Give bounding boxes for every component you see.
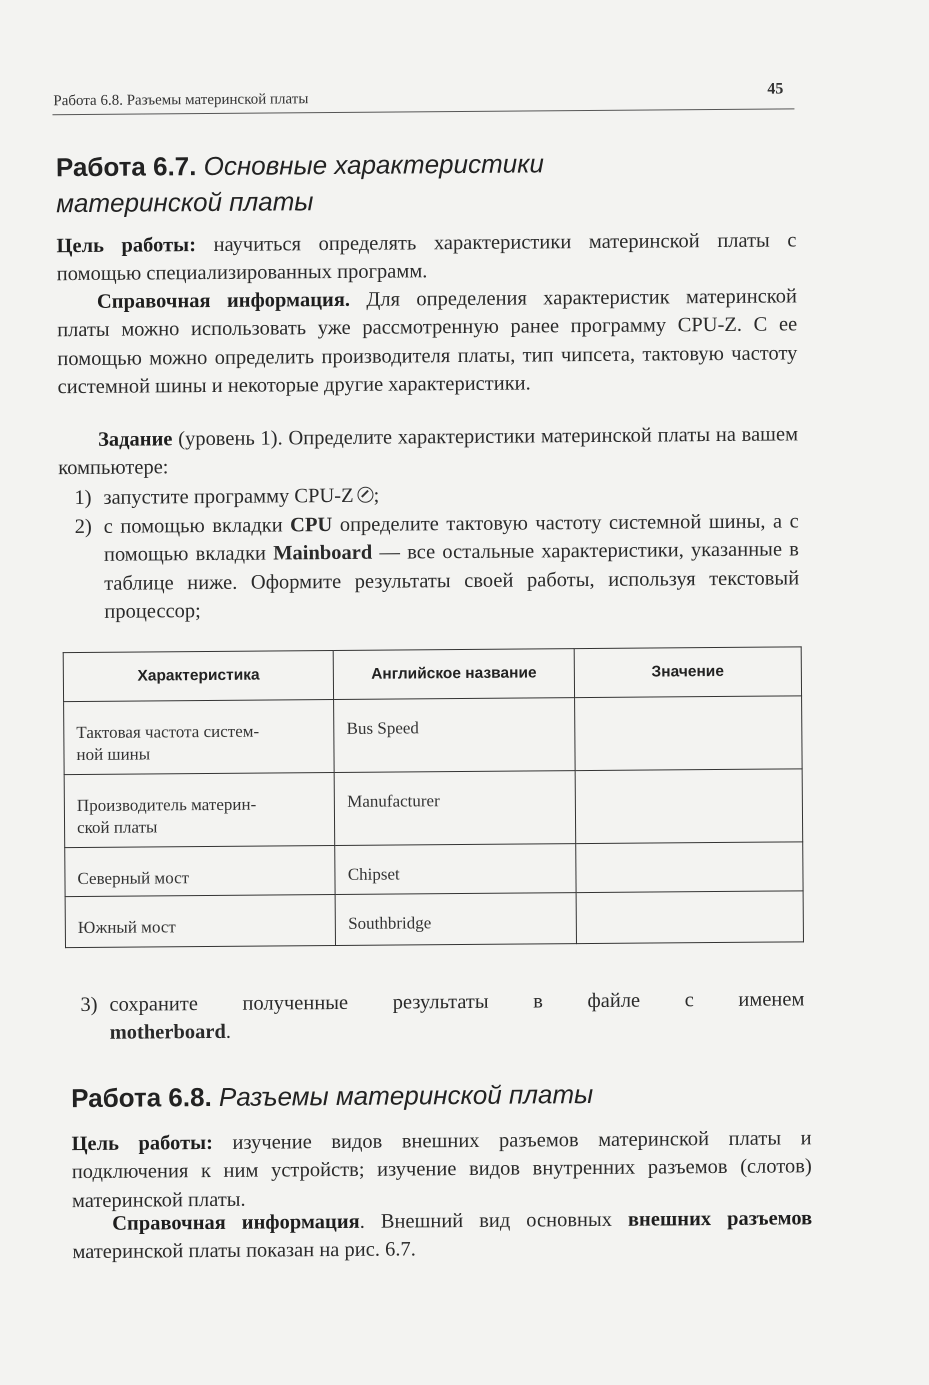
section-68-heading bbox=[71, 1074, 811, 1116]
row-3-ru: Северный мост bbox=[77, 868, 190, 889]
electronic-resource-icon bbox=[358, 487, 374, 503]
row-2-ru: Производитель материн- ской платы bbox=[76, 794, 257, 838]
table-cell-en bbox=[334, 771, 575, 846]
row-1-ru: Тактовая частота систем- ной шины bbox=[76, 721, 260, 765]
header-rule bbox=[52, 108, 794, 115]
info-text: Для определения характеристик материнской платы можно использовать уже рассмотренную ранее программу CPU-Z. С ее помощью можно определить производителя платы, тип чипсета, тактовую частоту системной шины и некоторые другие характеристики. bbox=[57, 285, 798, 399]
list-item-2-text-e: — все остальные характеристики, указанные в таблице ниже. Оформите результаты своей работы, используя текстовый процессор; bbox=[104, 538, 800, 623]
row-4-ru: Южный мост bbox=[77, 917, 176, 938]
table-row bbox=[64, 769, 803, 848]
page-number: 45 bbox=[767, 80, 784, 98]
section-67-title-line1: Основные характеристики bbox=[203, 148, 544, 182]
list-item-2-text-c: определите тактовую частоту системной шины, а с помощью вкладки bbox=[103, 510, 799, 567]
list-item-2-text-a: с помощью вкладки bbox=[103, 514, 291, 538]
table-row bbox=[64, 696, 803, 775]
info-label: Справочная информация. bbox=[96, 288, 351, 313]
goal-label: Цель работы: bbox=[56, 234, 197, 258]
section-67-number: Работа 6.7. bbox=[55, 151, 197, 183]
list-item-3-marker: 3) bbox=[80, 993, 98, 1017]
list-item-3-filename: motherboard bbox=[109, 1021, 226, 1045]
table-cell-ru bbox=[64, 773, 335, 848]
section-68-goal bbox=[71, 1124, 812, 1215]
section-68-goal-label: Цель работы: bbox=[71, 1131, 214, 1156]
list-item-2 bbox=[75, 507, 800, 629]
section-68-info-text-b: материнской платы показан на рис. 6.7. bbox=[72, 1238, 416, 1264]
table-row bbox=[65, 842, 803, 897]
list-item-3 bbox=[80, 985, 804, 1051]
row-2-value bbox=[587, 769, 789, 791]
table-cell-en bbox=[334, 698, 575, 773]
row-1-value bbox=[587, 696, 789, 718]
section-68-number: Работа 6.8. bbox=[71, 1081, 212, 1114]
list-item-2-mainboard-tab: Mainboard bbox=[273, 542, 373, 565]
table-header-row bbox=[63, 647, 801, 702]
table-cell-value bbox=[575, 769, 803, 844]
section-67-task bbox=[58, 420, 798, 482]
table-header-characteristic: Характеристика bbox=[63, 651, 334, 702]
table-row bbox=[65, 891, 803, 948]
list-item-1-end: ; bbox=[373, 484, 380, 507]
running-head: Работа 6.8. Разъемы материнской платы bbox=[53, 91, 309, 110]
table-cell-en bbox=[335, 893, 576, 946]
section-67-info bbox=[57, 282, 798, 401]
table-header-english-name: Английское название bbox=[334, 649, 575, 700]
table-cell-value bbox=[575, 842, 803, 893]
table-cell-value bbox=[574, 696, 802, 771]
task-label: Задание bbox=[97, 428, 173, 451]
section-68-title: Разъемы материнской платы bbox=[218, 1079, 594, 1112]
row-3-value bbox=[588, 842, 790, 864]
section-68-info-text-a: . Внешний вид основных bbox=[359, 1208, 629, 1233]
row-4-value bbox=[588, 891, 790, 913]
table-cell-ru bbox=[64, 700, 335, 775]
goal-text: научиться определять характеристики материнской платы с помощью специализированных программ. bbox=[56, 229, 797, 286]
table-cell-ru bbox=[65, 895, 336, 948]
list-item-3-text: сохраните полученные результаты в файле с именем bbox=[109, 988, 805, 1016]
list-item-3-end: . bbox=[225, 1021, 232, 1044]
section-67-title-line2: материнской платы bbox=[56, 186, 314, 219]
list-item-1-marker: 1) bbox=[74, 486, 92, 510]
list-item-1-text: запустите программу CPU-Z bbox=[103, 484, 354, 509]
table-cell-en bbox=[335, 844, 576, 895]
row-1-en: Bus Speed bbox=[346, 718, 419, 738]
characteristics-table bbox=[63, 646, 804, 948]
table-header-value: Значение bbox=[574, 647, 802, 698]
list-item-2-cpu-tab: CPU bbox=[290, 514, 333, 537]
row-3-en: Chipset bbox=[347, 864, 400, 884]
section-68-info-label: Справочная информация bbox=[112, 1210, 360, 1235]
section-67-heading bbox=[56, 143, 797, 221]
row-2-en: Manufacturer bbox=[347, 791, 440, 811]
section-67-goal bbox=[56, 226, 796, 288]
list-item-2-marker: 2) bbox=[74, 515, 92, 539]
row-4-en: Southbridge bbox=[348, 913, 432, 933]
task-text: (уровень 1). Определите характеристики материнской платы на вашем компьютере: bbox=[58, 423, 799, 480]
table-cell-value bbox=[576, 891, 804, 944]
section-68-goal-text: изучение видов внешних разъемов материнской платы и подключения к ним устройств; изучение видов внутренних разъемов (слотов) материнской платы. bbox=[71, 1127, 812, 1212]
table-cell-ru bbox=[65, 846, 336, 897]
section-68-info-bold: внешних разъемов bbox=[627, 1207, 813, 1231]
section-68-info bbox=[72, 1204, 812, 1266]
